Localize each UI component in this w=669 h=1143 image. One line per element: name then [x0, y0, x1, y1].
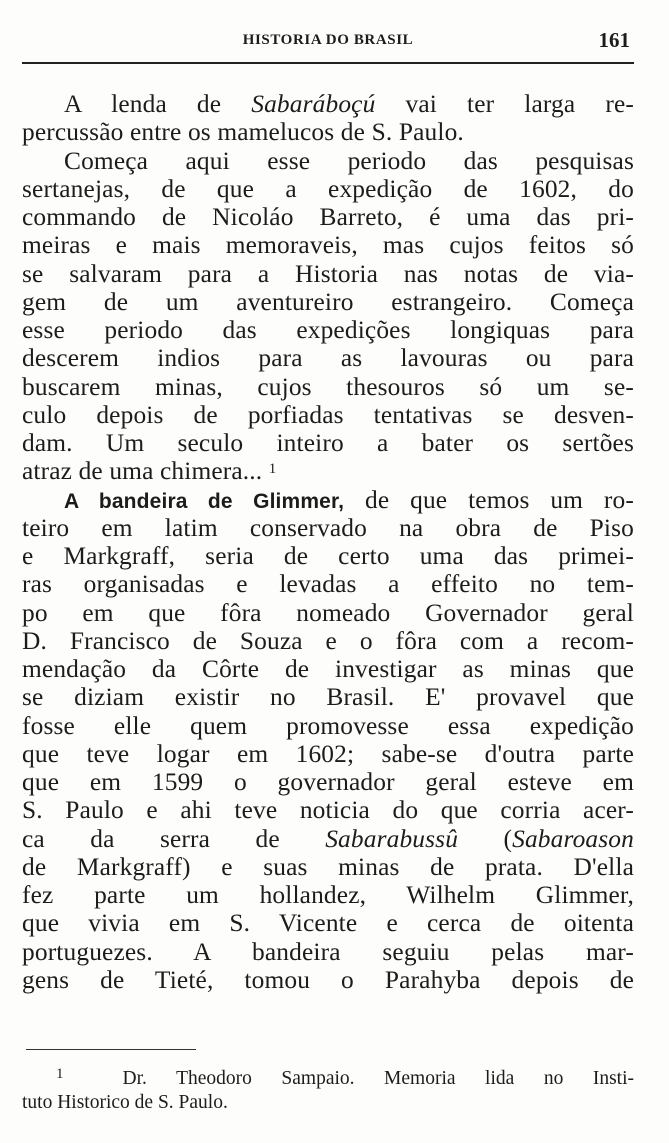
- header-rule: [22, 62, 634, 64]
- text-line: buscarem minas, cujos thesouros só um se-: [22, 372, 634, 401]
- text-line: descerem indios para as lavouras ou para: [22, 344, 634, 373]
- page-number: 161: [598, 28, 630, 52]
- lead-in-heading: A bandeira de Glimmer,: [64, 489, 345, 513]
- text-line: ras organisadas e levadas a effeito no tem-: [22, 570, 634, 599]
- paragraph: [22, 147, 634, 486]
- text-line: dam. Um seculo inteiro a bater os sertões: [22, 429, 634, 457]
- text-line: mendação da Côrte de investigar as minas que: [22, 655, 634, 683]
- italic-term: Sabarabussû: [325, 824, 459, 853]
- text-line: fosse elle quem promovesse essa expedição: [22, 711, 634, 740]
- running-header: [22, 28, 634, 52]
- paragraph: [22, 90, 634, 147]
- footnote-line: tuto Historico de S. Paulo.: [22, 1092, 228, 1113]
- text-line: e Markgraff, seria de certo uma das primei-: [22, 542, 634, 570]
- text-line: de Markgraff) e suas minas de prata. D'ella: [22, 852, 634, 881]
- body-text: [22, 90, 634, 994]
- text-line: A lenda de Sabaráboçú vai ter larga re-: [64, 90, 634, 118]
- text-line: que em 1599 o governador geral esteve em: [22, 768, 634, 796]
- footnote-marker: 1: [56, 1067, 64, 1082]
- text-line: gens de Tieté, tomou o Parahyba depois de: [22, 965, 634, 994]
- text-line: que vivia em S. Vicente e cerca de oitenta: [22, 909, 634, 938]
- footnote-rule: [26, 1049, 196, 1050]
- text-line: esse periodo das expedições longiquas para: [22, 316, 634, 344]
- text-line: sertanejas, de que a expedição de 1602, do: [22, 174, 634, 203]
- text-line: percussão entre os mamelucos de S. Paulo.: [22, 118, 464, 147]
- italic-term: Sabaroason: [512, 824, 634, 853]
- text-line: culo depois de porfiadas tentativas se desven-: [22, 400, 634, 429]
- text-line: D. Francisco de Souza e o fôra com a recom-: [22, 626, 634, 655]
- text-line: Começa aqui esse periodo das pesquisas: [64, 146, 634, 175]
- text-line: fez parte um hollandez, Wilhelm Glimmer,: [22, 881, 634, 909]
- text-line: po em que fôra nomeado Governador geral: [22, 598, 634, 627]
- text-line: A bandeira de Glimmer, de que temos um ro-: [64, 485, 634, 514]
- text-line: gem de um aventureiro estrangeiro. Começa: [22, 287, 634, 316]
- text-line: meiras e mais memoraveis, mas cujos feitos só: [22, 231, 634, 260]
- text-line: atraz de uma chimera... $^1$: [22, 457, 277, 486]
- text-line: se diziam existir no Brasil. E' provavel que: [22, 683, 634, 712]
- text-line: que teve logar em 1602; sabe-se d'outra parte: [22, 739, 634, 768]
- italic-term: Sabaráboçú: [251, 90, 376, 118]
- text-line: S. Paulo e ahi teve noticia do que corria acer-: [22, 796, 634, 825]
- footnote: [22, 1067, 634, 1115]
- text-line: teiro em latim conservado na obra de Piso: [22, 513, 634, 542]
- running-title: HISTORIA DO BRASIL: [242, 32, 414, 48]
- footnote-reference: 1: [268, 461, 277, 478]
- footnote-line: $^1$ Dr. Theodoro Sampaio. Memoria lida no Insti-: [56, 1067, 634, 1089]
- paragraph: [22, 486, 634, 995]
- text-line: se salvaram para a Historia nas notas de via-: [22, 259, 634, 288]
- text-line: portuguezes. A bandeira seguiu pelas mar-: [22, 937, 634, 966]
- text-line: commando de Nicoláo Barreto, é uma das pri-: [22, 203, 634, 231]
- text-line: ca da serra de Sabarabussû (Sabaroason: [22, 824, 634, 853]
